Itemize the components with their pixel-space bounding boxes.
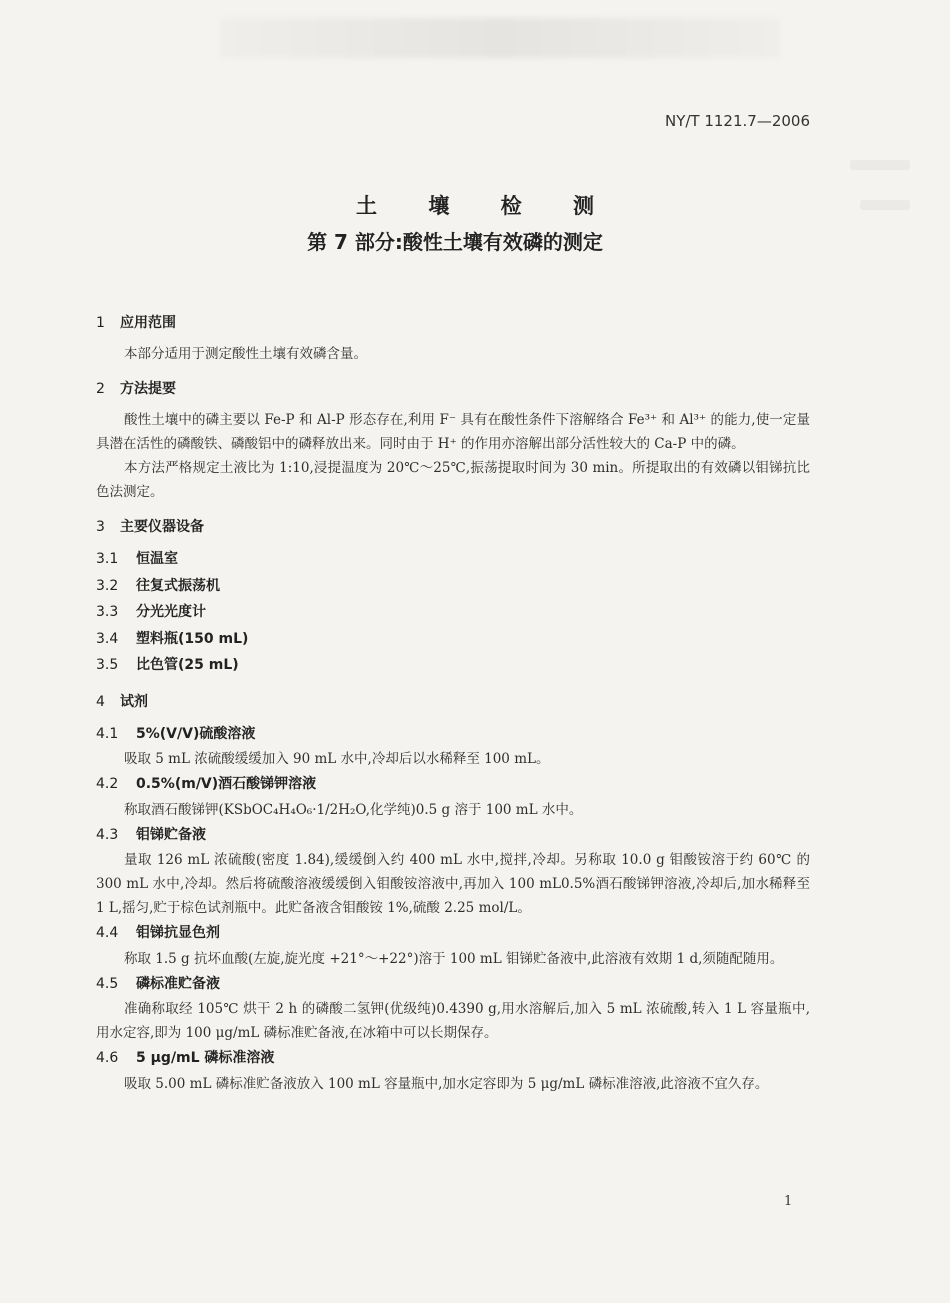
subsection-title: 比色管(25 mL) [136, 657, 239, 673]
section-heading [96, 310, 810, 336]
subsection-title: 恒温室 [136, 551, 178, 567]
subsection-title: 5%(V/V)硫酸溶液 [136, 725, 256, 742]
subsection-title: 0.5%(m/V)酒石酸锑钾溶液 [136, 776, 317, 792]
subsection-number: 4.4 [96, 925, 119, 941]
paragraph: 本方法严格规定土液比为 1:10,浸提温度为 20℃～25℃,振荡提取时间为 30 min。所提取出的有效磷以钼锑抗比色法测定。 [96, 460, 810, 500]
document-body [96, 310, 810, 1096]
bleed-through [850, 160, 910, 170]
paragraph: 量取 126 mL 浓硫酸(密度 1.84),缓缓倒入约 400 mL 水中,搅拌,冷却。另称取 10.0 g 钼酸铵溶于约 60℃ 的 300 mL 水中,冷却。然后将硫酸溶液缓缓倒入钼酸铵溶液中,再加入 100 mL0.5%酒石酸锑钾溶液,冷却后,加水稀释至 1 L,摇匀,贮于棕色试剂瓶中。此贮备液含钼酸铵 1%,硫酸 2.25 mol/L。 [96, 852, 810, 916]
subsection-number: 4.5 [96, 975, 119, 992]
section-number: 4 [96, 693, 105, 710]
section-heading [96, 514, 810, 540]
page-number: 1 [784, 1194, 793, 1209]
section-title: 方法提要 [120, 381, 176, 397]
section-number: 2 [96, 381, 105, 397]
subsection-title: 分光光度计 [136, 604, 206, 620]
subsection-heading [96, 771, 810, 798]
subsection-number: 4.1 [96, 725, 119, 742]
subsection-heading [96, 822, 810, 849]
section-title: 应用范围 [120, 315, 176, 331]
paragraph: 称取酒石酸锑钾(KSbOC₄H₄O₆·1/2H₂O,化学纯)0.5 g 溶于 100 mL 水中。 [124, 801, 583, 818]
subsection-heading [96, 626, 810, 653]
subsection-title: 钼锑贮备液 [136, 826, 206, 843]
paragraph: 称取 1.5 g 抗坏血酸(左旋,旋光度 +21°～+22°)溶于 100 mL 钼锑贮备液中,此溶液有效期 1 d,须随配随用。 [124, 950, 784, 967]
subsection-number: 4.3 [96, 826, 119, 843]
subsection-heading [96, 920, 810, 947]
subsection-number: 3.5 [96, 657, 119, 673]
subsection-heading [96, 573, 810, 600]
subsection-heading [96, 721, 810, 748]
section-number: 3 [96, 519, 105, 535]
subsection-title: 往复式振荡机 [136, 577, 220, 594]
section-number: 1 [96, 315, 105, 331]
subsection-heading [96, 971, 810, 998]
subsection-title: 钼锑抗显色剂 [136, 925, 220, 941]
subsection-number: 3.4 [96, 630, 119, 647]
subsection-title: 塑料瓶(150 mL) [136, 630, 249, 647]
section-heading [96, 689, 810, 715]
subsection-heading [96, 599, 810, 626]
subsection-title: 磷标准贮备液 [136, 975, 220, 992]
paragraph: 吸取 5.00 mL 磷标准贮备液放入 100 mL 容量瓶中,加水定容即为 5 μg/mL 磷标准溶液,此溶液不宜久存。 [124, 1075, 769, 1092]
subsection-number: 3.3 [96, 604, 119, 620]
scan-shadow [220, 18, 780, 58]
subsection-heading [96, 1045, 810, 1072]
document-title: 土 壤 检 测 [356, 194, 616, 218]
subsection-number: 3.1 [96, 551, 119, 567]
standard-number: NY/T 1121.7—2006 [664, 112, 810, 130]
document-subtitle: 第 7 部分:酸性土壤有效磷的测定 [307, 230, 603, 254]
section-heading [96, 376, 810, 402]
paragraph: 吸取 5 mL 浓硫酸缓缓加入 90 mL 水中,冷却后以水稀释至 100 mL。 [124, 751, 550, 767]
subsection-heading [96, 546, 810, 573]
section-title: 主要仪器设备 [120, 519, 204, 535]
subsection-heading [96, 652, 810, 679]
subsection-number: 4.6 [96, 1050, 119, 1066]
subsection-number: 4.2 [96, 776, 119, 792]
subsection-number: 3.2 [96, 577, 119, 594]
paragraph: 本部分适用于测定酸性土壤有效磷含量。 [124, 346, 367, 362]
paragraph: 酸性土壤中的磷主要以 Fe-P 和 Al-P 形态存在,利用 F⁻ 具有在酸性条件下溶解络合 Fe³⁺ 和 Al³⁺ 的能力,使一定量具潜在活性的磷酸铁、磷酸铝中的磷释放出来。同时由于 H⁺ 的作用亦溶解出部分活性较大的 Ca-P 中的磷。 [96, 412, 810, 452]
subsection-title: 5 μg/mL 磷标准溶液 [136, 1050, 275, 1066]
paragraph: 准确称取经 105℃ 烘干 2 h 的磷酸二氢钾(优级纯)0.4390 g,用水溶解后,加入 5 mL 浓硫酸,转入 1 L 容量瓶中,用水定容,即为 100 μg/mL 磷标准贮备液,在冰箱中可以长期保存。 [96, 1001, 810, 1041]
section-title: 试剂 [120, 693, 148, 710]
